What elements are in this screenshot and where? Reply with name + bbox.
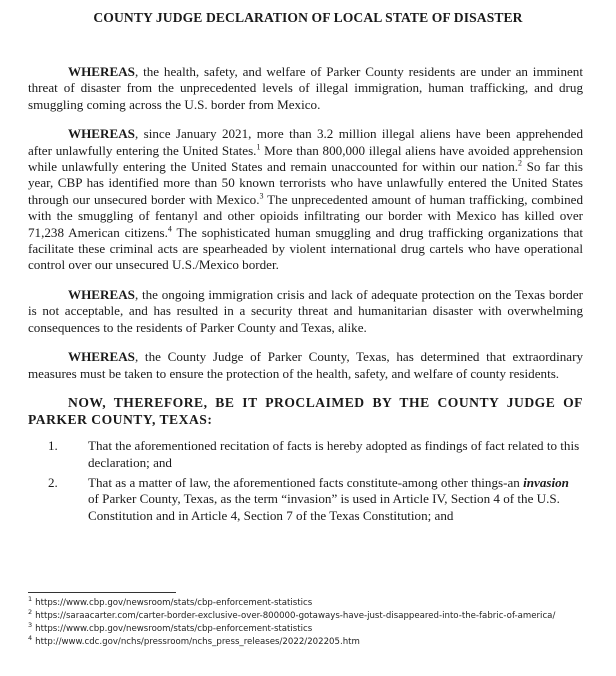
- paragraph-text: The sophisticated human smuggling and drug trafficking organizations that facilitate these criminal acts are spearheaded by violent international drug cartels who have operational control over our unsecured U.S./Mexico border.: [28, 224, 583, 273]
- footnotes: [28, 597, 588, 649]
- document-body: [28, 64, 583, 528]
- footnote-link[interactable]: https://www.cbp.gov/newsroom/stats/cbp-enforcement-statistics: [35, 624, 313, 634]
- emphasized-term: invasion: [523, 474, 569, 490]
- footnote-link[interactable]: http://www.cdc.gov/nchs/pressroom/nchs_press_releases/2022/202205.htm: [35, 637, 360, 647]
- footnote-ref: 1: [256, 142, 261, 152]
- footnote-divider: [28, 592, 176, 593]
- list-item-text-part: That as a matter of law, the aforementioned facts constitute-among other things-an: [88, 474, 524, 490]
- list-item-text-part: of Parker County, Texas, as the term “invasion” is used in Article IV, Section 4 of the U.S. Constitution and in Article 4, Section 7 of the Texas Constitution; and: [88, 491, 560, 523]
- paragraph-text: The unprecedented amount of human trafficking, combined with the smuggling of fentanyl and other opioids infiltrating our border with Mexico has killed over 71,238 American citizens.: [28, 191, 584, 240]
- footnote-number: 2: [28, 608, 33, 617]
- footnote-link[interactable]: https://www.cbp.gov/newsroom/stats/cbp-enforcement-statistics: [35, 598, 313, 608]
- footnote-link[interactable]: https://saraacarter.com/carter-border-exclusive-over-800000-gotaways-have-just-disappeared-into-the-fabric-of-america/: [35, 611, 556, 621]
- list-item-number: 1.: [48, 438, 58, 454]
- footnote-ref: 3: [259, 191, 264, 201]
- whereas-lead: WHEREAS: [68, 64, 135, 79]
- footnote: [28, 610, 588, 622]
- footnote: [28, 636, 588, 648]
- footnote: [28, 597, 588, 609]
- footnote-ref: 2: [518, 158, 523, 168]
- paragraph-text: More than 800,000 illegal aliens have avoided apprehension while unlawfully entering the United States and remain unaccounted for within our nation.: [28, 142, 583, 175]
- paragraph-text: So far this year, CBP has identified more than 50 known terrorists who have unlawfully entered the United States through our unsecured border with Mexico.: [28, 159, 583, 207]
- whereas-lead: WHEREAS: [68, 286, 135, 302]
- whereas-paragraph-2: [28, 126, 583, 274]
- footnote-number: 3: [28, 621, 33, 630]
- list-item: [28, 475, 583, 524]
- paragraph-text: , the County Judge of Parker County, Texas, has determined that extraordinary measures must be taken to ensure the protection of the health, safety, and welfare of county residents.: [28, 349, 583, 381]
- paragraph-text: , the ongoing immigration crisis and lack of adequate protection on the Texas border is not acceptable, and has resulted in a security threat and humanitarian disaster with overwhelming consequences to the residents of Parker County and Texas, alike.: [28, 286, 583, 335]
- whereas-lead: WHEREAS: [68, 126, 135, 142]
- findings-list: [28, 438, 583, 524]
- document-title: COUNTY JUDGE DECLARATION OF LOCAL STATE OF DISASTER: [93, 10, 523, 25]
- whereas-paragraph-1: [28, 64, 583, 113]
- footnote-number: 4: [28, 634, 33, 643]
- paragraph-text: , since January 2021, more than 3.2 million illegal aliens have been apprehended after unlawfully entering the United States.: [28, 126, 583, 158]
- whereas-paragraph-4: [28, 349, 583, 382]
- footnote-ref: 4: [167, 224, 172, 234]
- footnote-number: 1: [28, 595, 33, 604]
- whereas-paragraph-3: [28, 287, 583, 336]
- footnote: [28, 623, 588, 635]
- paragraph-text: , the health, safety, and welfare of Parker County residents are under an imminent threat of disaster from the unprecedented levels of illegal immigration, human trafficking, and drug smuggling coming across the U.S. border from Mexico.: [28, 64, 583, 112]
- list-item-text: That the aforementioned recitation of facts is hereby adopted as findings of fact related to this declaration; and: [88, 438, 580, 470]
- proclamation-heading: NOW, THEREFORE, BE IT PROCLAIMED BY THE COUNTY JUDGE OF PARKER COUNTY, TEXAS:: [28, 394, 583, 427]
- list-item-number: 2.: [48, 474, 58, 490]
- list-item: [28, 438, 583, 471]
- list-item-text: [88, 475, 583, 524]
- whereas-lead: WHEREAS: [68, 349, 135, 365]
